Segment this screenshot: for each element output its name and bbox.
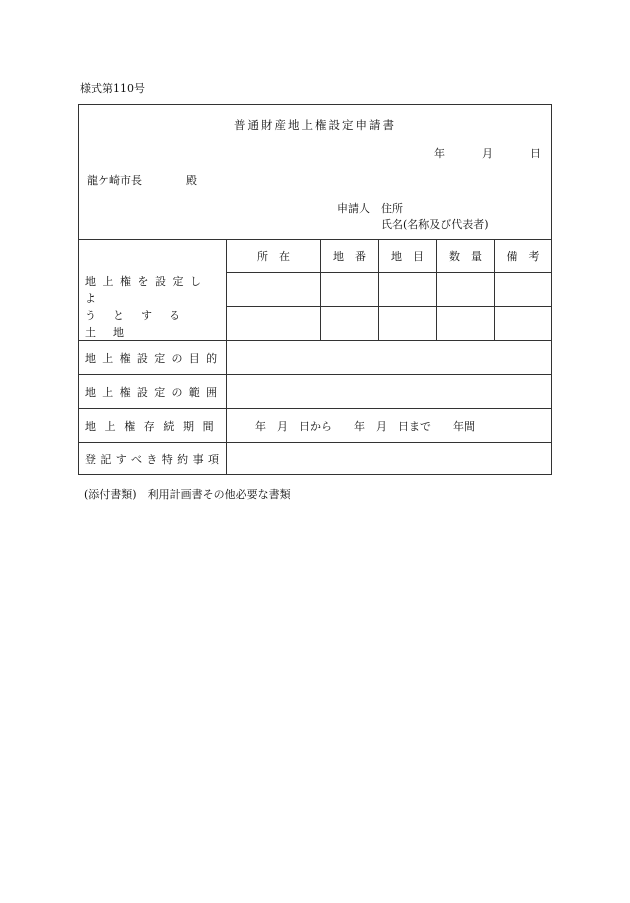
- scope-label: 地上権設定の範囲: [85, 385, 224, 399]
- applicant-label: 申請人: [337, 202, 370, 215]
- period-label: 地上権存続期間: [85, 419, 223, 433]
- addressee-name: 龍ケ崎市長: [87, 174, 142, 187]
- period-text: 年 月 日から 年 月 日まで 年間: [255, 419, 475, 433]
- row-line: [226, 306, 551, 307]
- attachments-note: (添付書類) 利用計画書その他必要な書類: [84, 488, 291, 501]
- registration-label: 登記すべき特約事項: [85, 452, 224, 466]
- addressee-honorific: 殿: [186, 174, 197, 187]
- name-label: 氏名(名称及び代表者): [381, 218, 489, 231]
- date-month: 月: [482, 147, 493, 160]
- form-number: 様式第110号: [80, 82, 145, 95]
- date-year: 年: [434, 147, 445, 160]
- label-column-line: [226, 239, 227, 474]
- header-lot-number-label: 地 番: [333, 250, 366, 263]
- land-label-line1: 地上権を設定しよ: [85, 274, 208, 305]
- land-label: [85, 273, 221, 340]
- application-form: [78, 104, 552, 475]
- date-line: [434, 145, 541, 161]
- purpose-label: 地上権設定の目的: [85, 351, 224, 365]
- header-remarks: 備 考: [506, 250, 540, 263]
- date-day: 日: [530, 147, 541, 160]
- addressee: [87, 172, 197, 188]
- row-line: [226, 272, 551, 273]
- applicant-block: [337, 201, 489, 233]
- header-land-category: 地 目: [391, 250, 424, 263]
- header-quantity: 数 量: [449, 250, 482, 263]
- address-label: 住所: [381, 202, 403, 215]
- header-location: 所 在: [257, 250, 290, 263]
- form-title: 普通財産地上権設定申請書: [234, 118, 396, 132]
- land-label-line2: うとする土地: [85, 308, 197, 339]
